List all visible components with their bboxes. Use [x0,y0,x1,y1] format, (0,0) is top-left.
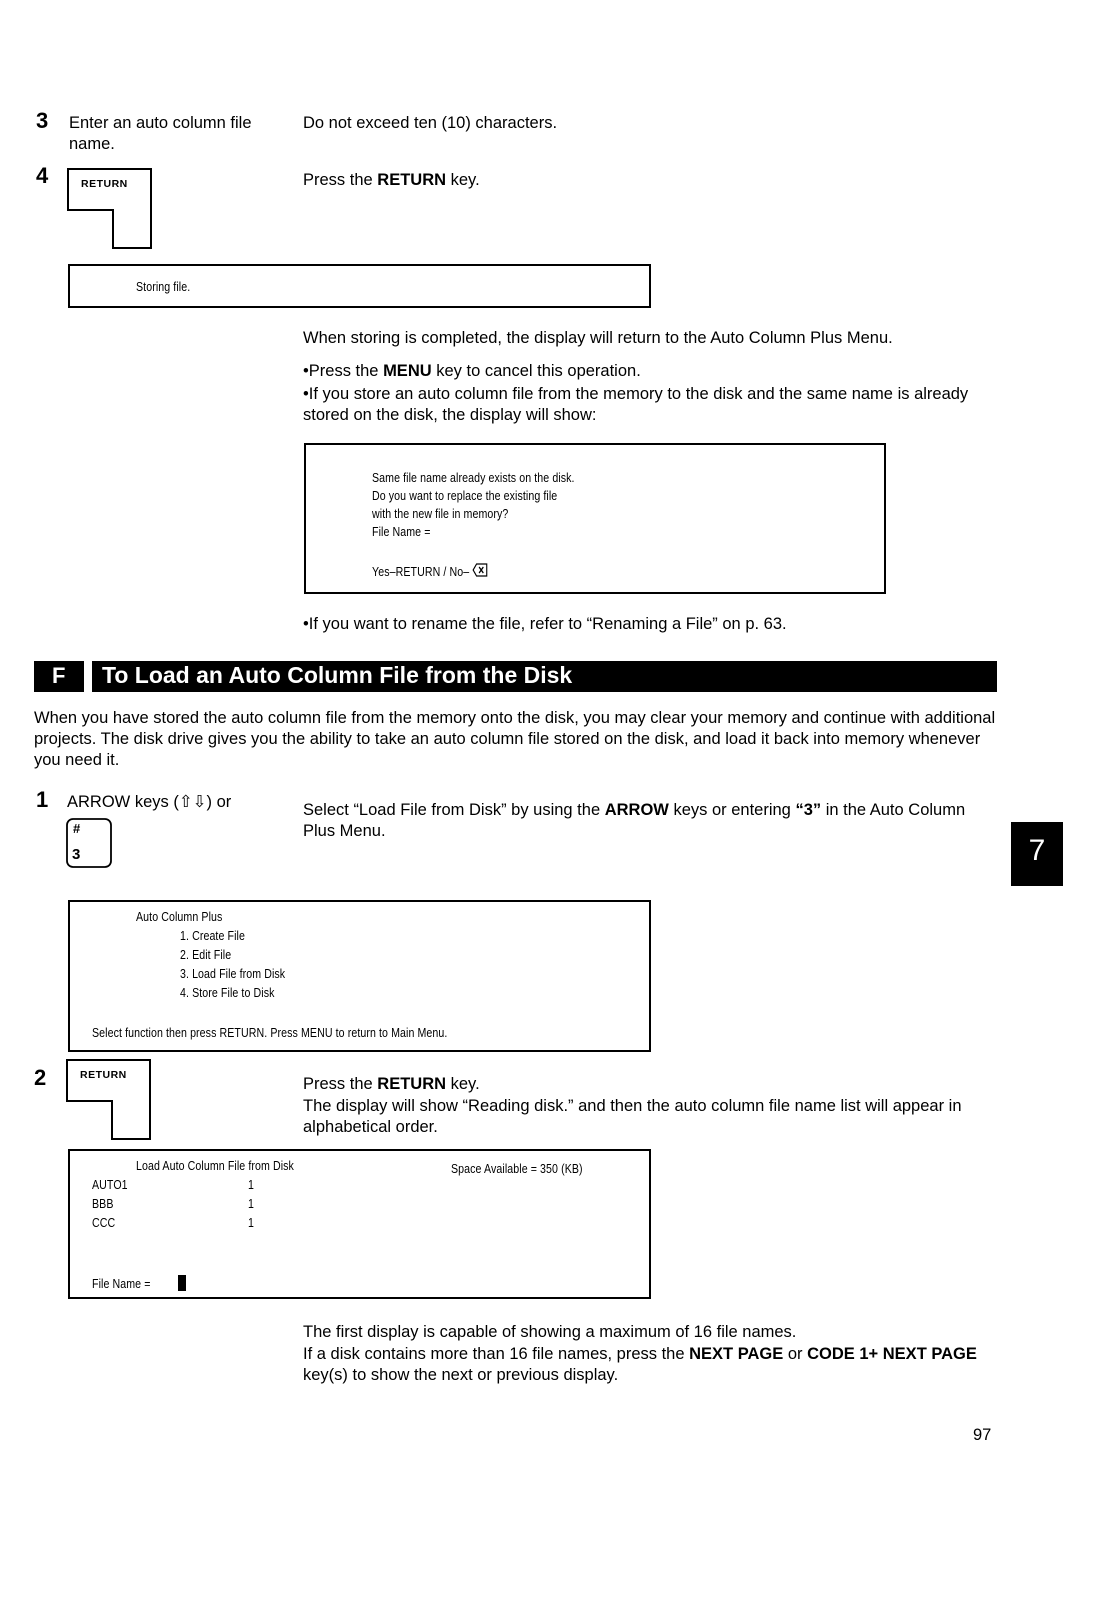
next-page-pre: If a disk contains more than 16 file names, press the [303,1345,690,1363]
delete-key-icon [472,563,487,582]
step-4-text-pre: Press the [303,171,378,189]
section-title: To Load an Auto Column File from the Disk [102,662,573,688]
file-name-bbb: BBB [92,1197,114,1211]
menu-cancel-bullet [303,361,993,382]
next-page-post: key(s) to show the next or previous display. [303,1366,619,1384]
step-1-arrow-keys: ARROW keys (⇧⇩) or [67,793,232,811]
replace-file-screen [304,443,886,594]
step-4-text-bold: RETURN [377,171,447,189]
file-name-ccc: CCC [92,1216,116,1230]
step-2-reading-note: The display will show “Reading disk.” and then the auto column file name list will appear in alphabetical order. [303,1097,962,1136]
key-hash-label: # [73,821,81,836]
menu-item-store: 4. Store File to Disk [180,986,275,1000]
step-1-bold-arrow: ARROW [604,801,669,819]
number-3-key-icon [66,818,112,868]
step-number-3: 3 [36,108,49,133]
auto-column-plus-menu-screen [68,900,651,1052]
text-cursor [178,1275,186,1291]
step-4-text-post: key. [446,171,480,189]
replace-line-2: Do you want to replace the existing file [372,489,558,503]
step-number-2: 2 [34,1065,47,1090]
step-1-bold-3: “3” [795,801,822,819]
space-available: Space Available = 350 (KB) [451,1162,583,1176]
storing-file-screen [68,264,651,308]
file-count-bbb: 1 [248,1197,255,1211]
load-file-screen [68,1149,651,1299]
return-key-icon [67,168,153,250]
load-screen-title: Load Auto Column File from Disk [136,1159,294,1173]
replace-line-3: with the new file in memory? [372,507,509,521]
return-key-label: RETURN [81,178,128,190]
return-key-icon [66,1059,152,1141]
next-page-bold-2: CODE 1+ NEXT PAGE [807,1345,977,1363]
section-letter-badge [34,661,84,692]
step-1-text-1: Select “Load File from Disk” by using the [303,801,605,819]
next-page-paragraph [303,1344,998,1386]
menu-item-create: 1. Create File [180,929,245,943]
next-page-mid: or [783,1345,808,1363]
step-4-instruction [303,170,480,191]
file-count-ccc: 1 [248,1216,255,1230]
page-number: 97 [973,1426,992,1444]
chapter-tab [1011,822,1063,886]
rename-bullet: •If you want to rename the file, refer to “Renaming a File” on p. 63. [303,615,787,633]
intro-paragraph: When you have stored the auto column file from the memory onto the disk, you may clear your memory and continue with additional projects. The disk drive gives you the ability to take an auto column file stored on the disk, and load it back into memory whenever you need it. [34,709,996,769]
replace-line-5 [372,563,488,582]
completed-paragraph: When storing is completed, the display will return to the Auto Column Plus Menu. [303,329,893,347]
step-1-text-3: in the Auto Column Plus Menu. [303,801,966,840]
step-1-instruction [303,800,998,842]
return-key-label: RETURN [80,1069,127,1081]
step-2-instruction [303,1074,998,1095]
step-3-note: Do not exceed ten (10) characters. [303,114,558,132]
step-1-text-2: keys or entering [668,801,796,819]
step-2-text-post: key. [446,1075,480,1093]
step-number-1: 1 [36,787,49,812]
storing-file-text: Storing file. [136,280,191,294]
section-letter: F [52,663,66,688]
yes-no-prompt: Yes–RETURN / No– [372,565,470,579]
file-count-auto1: 1 [248,1178,255,1192]
section-title-bar [92,661,997,692]
menu-bullet-post: key to cancel this operation. [431,362,641,380]
replace-line-1: Same file name already exists on the disk. [372,471,575,485]
menu-bullet-bold: MENU [383,362,432,380]
first-display-paragraph: The first display is capable of showing a maximum of 16 file names. [303,1323,797,1341]
key-3-label: 3 [72,846,81,863]
menu-footer: Select function then press RETURN. Press MENU to return to Main Menu. [92,1026,448,1040]
step-number-4: 4 [36,163,49,188]
replace-line-4: File Name = [372,525,431,539]
menu-item-load: 3. Load File from Disk [180,967,286,981]
next-page-bold-1: NEXT PAGE [689,1345,784,1363]
chapter-number: 7 [1028,834,1046,867]
same-name-bullet: •If you store an auto column file from the memory to the disk and the same name is already stored on the disk, the display will show: [303,385,969,424]
file-name-auto1: AUTO1 [92,1178,128,1192]
menu-title: Auto Column Plus [136,910,223,924]
step-2-text-pre: Press the [303,1075,378,1093]
menu-item-edit: 2. Edit File [180,948,232,962]
step-2-text-bold: RETURN [377,1075,447,1093]
file-name-prompt: File Name = [92,1277,151,1291]
menu-bullet-pre: •Press the [303,362,384,380]
step-3-instruction: Enter an auto column file name. [69,114,252,153]
